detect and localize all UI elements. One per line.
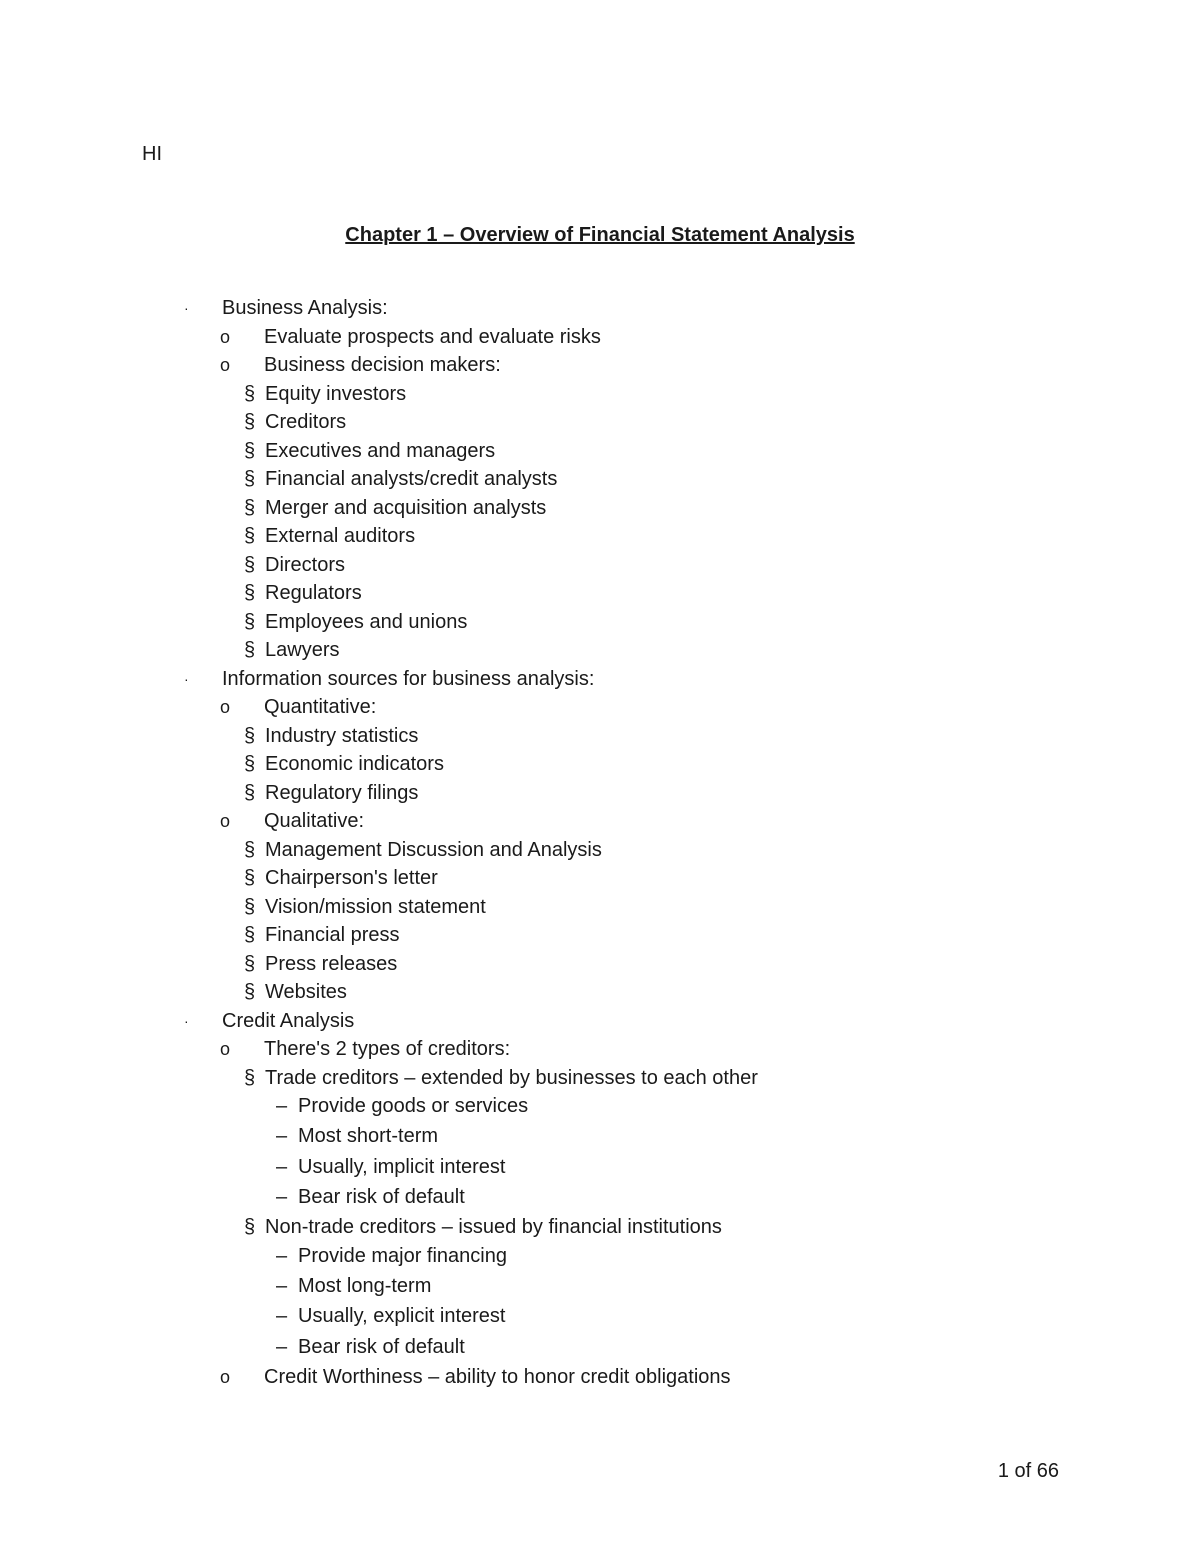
outline-item-text: Business Analysis:: [222, 297, 388, 319]
outline-item-text: Industry statistics: [265, 724, 419, 747]
outline-item-text: External auditors: [265, 525, 416, 547]
bullet-marker: ·: [184, 670, 189, 687]
outline-item-level-3: [0, 636, 1200, 665]
outline-item-level-3: [0, 921, 1200, 950]
bullet-marker: §: [244, 468, 256, 490]
bullet-marker: –: [276, 1125, 288, 1148]
bullet-marker: –: [276, 1274, 288, 1297]
outline-item-text: Economic indicators: [265, 753, 444, 775]
bullet-marker: §: [244, 838, 256, 861]
outline-item-level-3: [0, 408, 1200, 437]
bullet-marker: ·: [184, 300, 189, 316]
page-number: 1 of 66: [997, 1460, 1059, 1482]
bullet-marker: o: [220, 697, 231, 717]
outline-item-level-1: [0, 294, 1200, 323]
outline-item-level-4: [0, 1183, 1200, 1213]
outline-item-text: Vision/mission statement: [265, 895, 486, 918]
outline-item-level-3: [0, 836, 1200, 865]
bullet-marker: –: [276, 1335, 288, 1358]
outline-item-text: Executives and managers: [265, 439, 496, 462]
bullet-marker: –: [276, 1095, 288, 1117]
outline-item-text: Provide major financing: [298, 1244, 507, 1267]
outline-item-text: Management Discussion and Analysis: [265, 838, 602, 861]
outline-item-text: Lawyers: [265, 639, 340, 661]
outline-item-level-4: [0, 1242, 1200, 1272]
outline-item-text: Regulators: [265, 582, 362, 604]
bullet-marker: –: [276, 1185, 288, 1208]
outline-item-level-3: [0, 551, 1200, 580]
outline-item-level-4: [0, 1122, 1200, 1152]
outline-item-text: Creditors: [265, 411, 347, 433]
outline-item-level-3: [0, 950, 1200, 979]
outline-item-text: Press releases: [265, 952, 398, 975]
outline-item-text: Qualitative:: [264, 810, 365, 832]
outline-item-level-3: [0, 579, 1200, 608]
outline-item-level-2: [0, 1363, 1200, 1392]
outline-item-text: Usually, explicit interest: [298, 1305, 506, 1328]
bullet-marker: §: [244, 952, 256, 975]
bullet-marker: §: [244, 895, 256, 918]
outline-item-level-3: [0, 380, 1200, 409]
outline-item-text: Quantitative:: [264, 696, 377, 718]
outline-item-text: Directors: [265, 553, 346, 576]
outline-item-level-4: [0, 1333, 1200, 1363]
outline-item-text: Financial press: [265, 924, 400, 946]
outline-item-text: Websites: [265, 981, 347, 1003]
bullet-marker: o: [220, 1039, 231, 1059]
outline-item-level-1: [0, 665, 1200, 694]
outline-item-level-2: [0, 693, 1200, 722]
outline-item-level-3: [0, 779, 1200, 808]
bullet-marker: –: [276, 1155, 288, 1178]
outline-item-text: Provide goods or services: [298, 1095, 529, 1117]
bullet-marker: §: [244, 553, 256, 576]
outline-item-level-2: [0, 351, 1200, 380]
bullet-marker: o: [220, 811, 231, 831]
outline-item-level-3: [0, 465, 1200, 494]
outline-item-text: Usually, implicit interest: [298, 1155, 506, 1178]
outline-item-text: Bear risk of default: [298, 1185, 465, 1208]
bullet-marker: o: [220, 1366, 231, 1387]
outline-item-level-3: [0, 750, 1200, 779]
outline-item-level-4: [0, 1272, 1200, 1302]
bullet-marker: o: [220, 326, 231, 347]
outline-item-level-4: [0, 1302, 1200, 1332]
outline-item-text: Business decision makers:: [264, 354, 501, 376]
bullet-marker: §: [244, 496, 256, 519]
outline-item-level-3: [0, 978, 1200, 1007]
outline-item-text: Credit Worthiness – ability to honor credit obligations: [264, 1365, 731, 1388]
bullet-marker: §: [244, 639, 256, 661]
page-title: Chapter 1 – Overview of Financial Statement Analysis: [345, 224, 855, 246]
bullet-marker: §: [244, 610, 256, 633]
outline-item-text: Information sources for business analysis:: [222, 667, 595, 690]
outline-item-text: Evaluate prospects and evaluate risks: [264, 325, 601, 348]
outline-item-text: Non-trade creditors – issued by financial institutions: [265, 1216, 722, 1239]
bullet-marker: §: [244, 924, 256, 946]
bullet-marker: –: [276, 1244, 288, 1267]
bullet-marker: o: [220, 355, 231, 375]
bullet-marker: §: [244, 1066, 256, 1089]
outline-item-level-2: [0, 807, 1200, 836]
bullet-marker: §: [244, 867, 256, 889]
outline-item-text: Credit Analysis: [222, 1009, 355, 1032]
outline-item-text: Most long-term: [298, 1274, 432, 1297]
outline-item-level-3: [0, 494, 1200, 523]
outline-item-text: Equity investors: [265, 382, 407, 405]
bullet-marker: §: [244, 981, 256, 1003]
outline-item-text: There's 2 types of creditors:: [264, 1038, 511, 1060]
outline-item-level-3: [0, 1064, 1200, 1093]
outline-item-text: Trade creditors – extended by businesses to each other: [265, 1066, 758, 1089]
outline-item-text: Bear risk of default: [298, 1335, 465, 1358]
bullet-marker: §: [244, 1216, 256, 1239]
outline-item-level-2: [0, 1035, 1200, 1064]
outline-item-level-3: [0, 864, 1200, 893]
header-text: HI: [142, 143, 162, 165]
bullet-marker: –: [276, 1305, 288, 1328]
outline-item-level-1: [0, 1007, 1200, 1036]
outline-item-level-3: [0, 1213, 1200, 1242]
outline-item-text: Financial analysts/credit analysts: [265, 468, 558, 490]
outline-list: [0, 294, 1200, 1391]
outline-item-level-2: [0, 323, 1200, 352]
outline-item-text: Merger and acquisition analysts: [265, 496, 547, 519]
outline-item-level-3: [0, 893, 1200, 922]
bullet-marker: ·: [184, 1012, 189, 1029]
bullet-marker: §: [244, 411, 256, 433]
outline-item-text: Chairperson's letter: [265, 867, 438, 889]
outline-item-text: Employees and unions: [265, 610, 468, 633]
bullet-marker: §: [244, 724, 256, 747]
bullet-marker: §: [244, 781, 256, 804]
bullet-marker: §: [244, 525, 256, 547]
outline-item-level-3: [0, 608, 1200, 637]
bullet-marker: §: [244, 439, 256, 462]
bullet-marker: §: [244, 382, 256, 405]
outline-item-text: Regulatory filings: [265, 781, 419, 804]
outline-item-level-3: [0, 722, 1200, 751]
outline-item-level-4: [0, 1092, 1200, 1122]
outline-item-level-3: [0, 522, 1200, 551]
bullet-marker: §: [244, 582, 256, 604]
outline-item-level-4: [0, 1153, 1200, 1183]
outline-item-level-3: [0, 437, 1200, 466]
outline-item-text: Most short-term: [298, 1125, 439, 1148]
bullet-marker: §: [244, 753, 256, 775]
